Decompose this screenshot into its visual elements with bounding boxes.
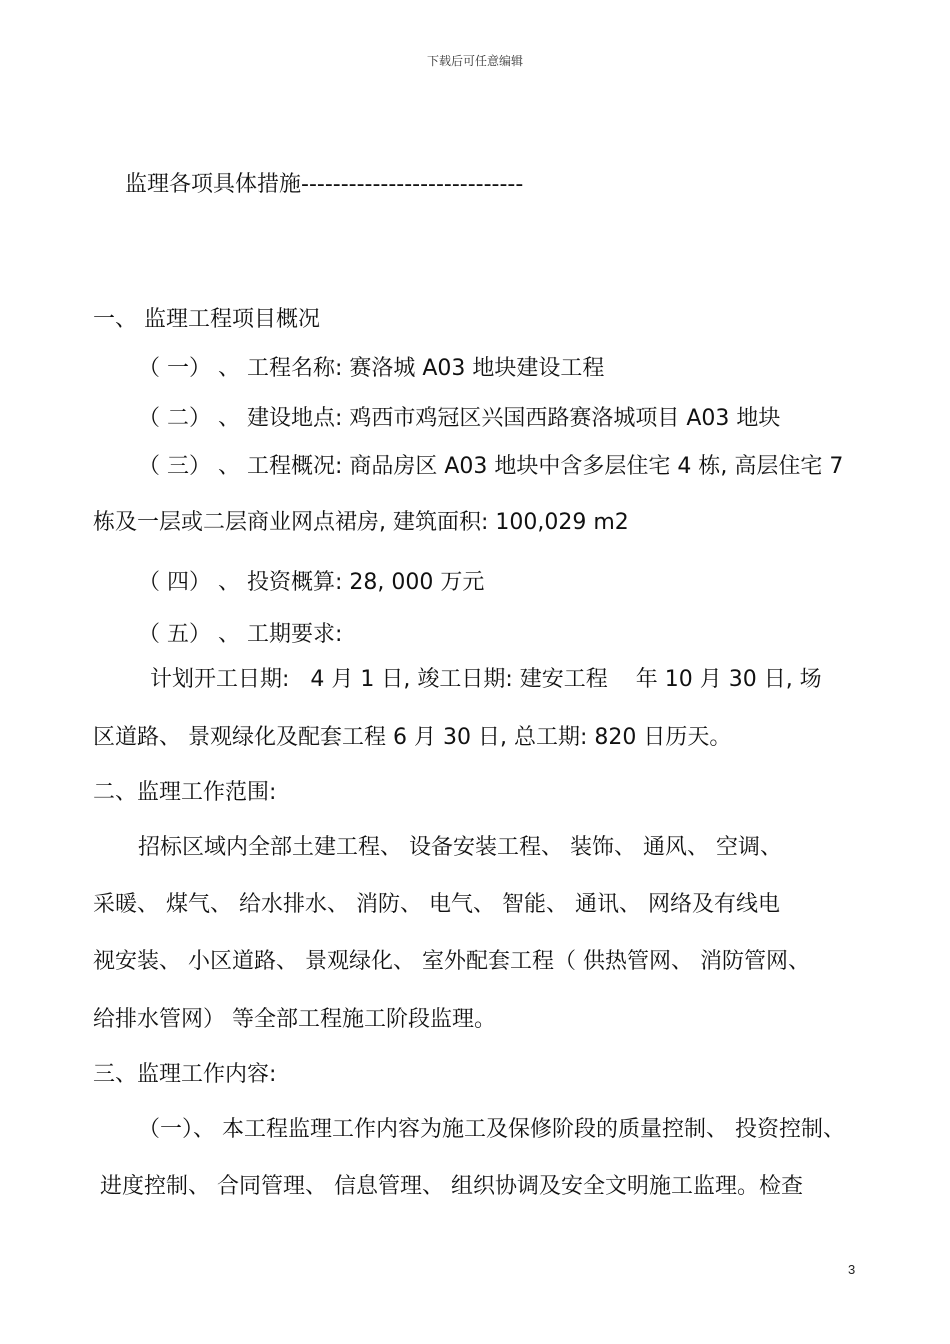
content-line-2: 进度控制、 合同管理、 信息管理、 组织协调及安全文明施工监理。检查	[100, 1174, 803, 1199]
scope-line-3: 视安装、 小区道路、 景观绿化、 室外配套工程（ 供热管网、 消防管网、	[93, 949, 810, 974]
section-1-heading: 一、 监理工程项目概况	[93, 307, 320, 332]
content-line-1: （一）、 本工程监理工作内容为施工及保修阶段的质量控制、 投资控制、	[138, 1117, 845, 1142]
page-header: 下载后可任意编辑	[426, 54, 523, 68]
section-2-heading: 二、监理工作范围:	[93, 780, 277, 805]
scope-line-1: 招标区域内全部土建工程、 设备安装工程、 装饰、 通风、 空调、	[138, 835, 782, 860]
project-name-item: （ 一） 、 工程名称: 赛洛城 A03 地块建设工程	[138, 356, 605, 381]
construction-site-item: （ 二） 、 建设地点: 鸡西市鸡冠区兴国西路赛洛城项目 A03 地块	[138, 406, 781, 431]
scope-line-4: 给排水管网） 等全部工程施工阶段监理。	[93, 1007, 496, 1032]
project-overview-item: （ 三） 、 工程概况: 商品房区 A03 地块中含多层住宅 4 栋, 高层住宅 7	[138, 454, 844, 479]
schedule-requirement-item: （ 五） 、 工期要求:	[138, 622, 343, 647]
toc-line: 监理各项具体措施----------------------------	[125, 172, 524, 197]
scope-line-2: 采暖、 煤气、 给水排水、 消防、 电气、 智能、 通讯、 网络及有线电	[93, 892, 780, 917]
schedule-line-1: 计划开工日期: 4 月 1 日, 竣工日期: 建安工程 年 10 月 30 日, 场	[150, 667, 822, 692]
section-3-heading: 三、监理工作内容:	[93, 1062, 277, 1087]
investment-estimate-item: （ 四） 、 投资概算: 28, 000 万元	[138, 570, 485, 595]
project-overview-continued: 栋及一层或二层商业网点裙房, 建筑面积: 100,029 m2	[93, 510, 629, 535]
schedule-line-2: 区道路、 景观绿化及配套工程 6 月 30 日, 总工期: 820 日历天。	[93, 725, 732, 750]
page-number: 3	[848, 1262, 856, 1277]
